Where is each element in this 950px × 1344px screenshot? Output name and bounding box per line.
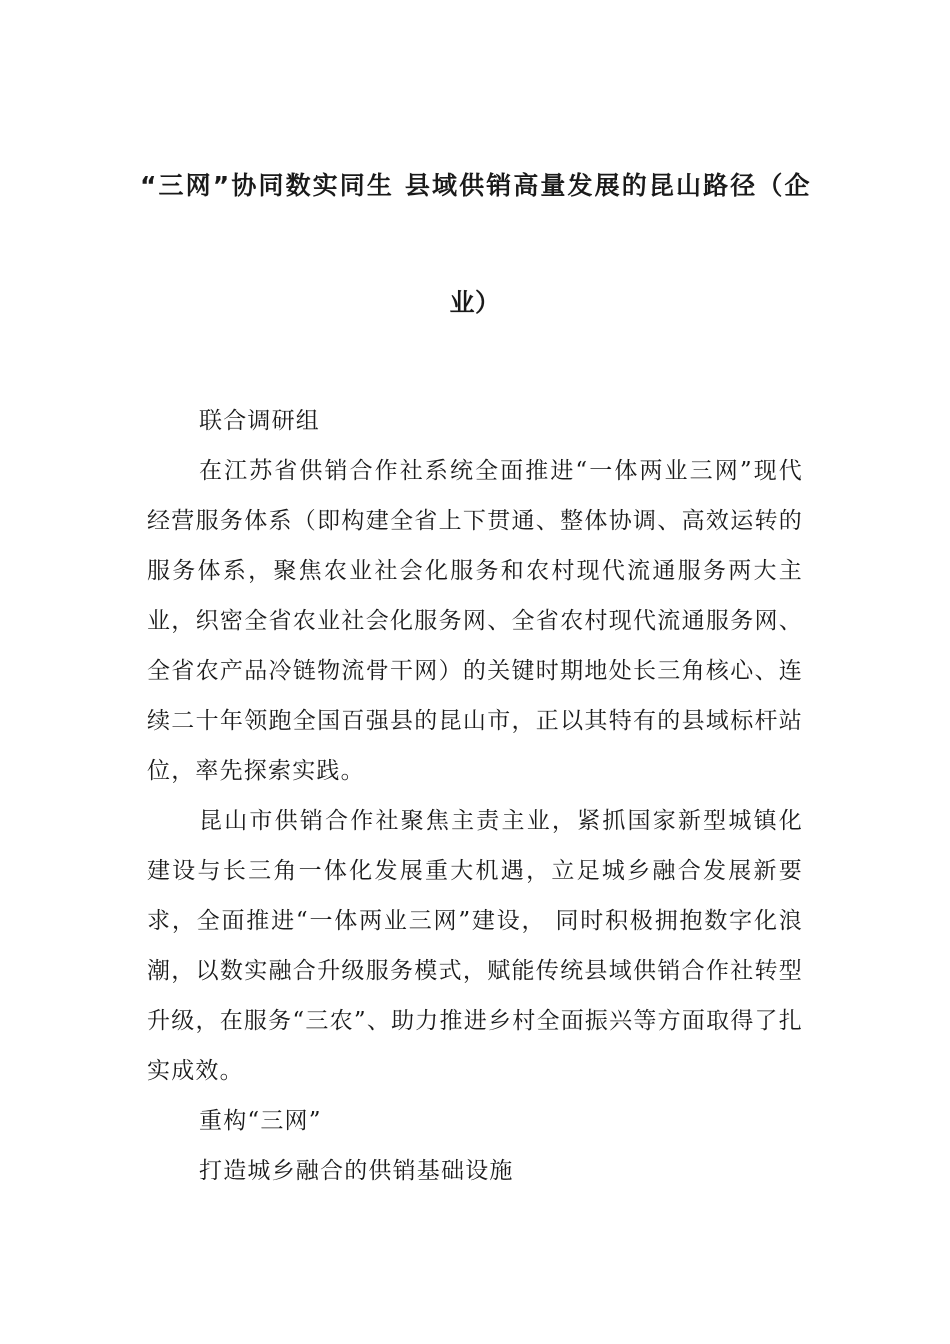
author-line: 联合调研组 [199,408,320,434]
paragraph-1: 在江苏省供销合作社系统全面推进“一体两业三网”现代经营服务体系（即构建全省上下贯通、整体协调、高效运转的服务体系，聚焦农业社会化服务和农村现代流通服务两大主业，织密全省农业社会化服务网、全省农村现代流通服务网、全省农产品冷链物流骨干网）的关键时期地处长三角核心、连续二十年领跑全国百强县的昆山市，正以其特有的县域标杆站位，率先探索实践。 [147,458,803,784]
paragraph-2: 昆山市供销合作社聚焦主责主业，紧抓国家新型城镇化建设与长三角一体化发展重大机遇，立足城乡融合发展新要求，全面推进“一体两业三网”建设， 同时积极拥抱数字化浪潮，以数实融合升级服务模式，赋能传统县域供销合作社转型升级，在服务“三农”、助力推进乡村全面振兴等方面取得了扎实成效。 [147,808,803,1084]
document-title-line-2: 业） [449,288,501,317]
section-subheading: 打造城乡融合的供销基础设施 [199,1158,514,1184]
section-heading: 重构“三网” [199,1108,322,1134]
document-title-line-1: “三网”协同数实同生 县域供销高量发展的昆山路径（企 [140,171,810,200]
document-body [147,396,803,1196]
